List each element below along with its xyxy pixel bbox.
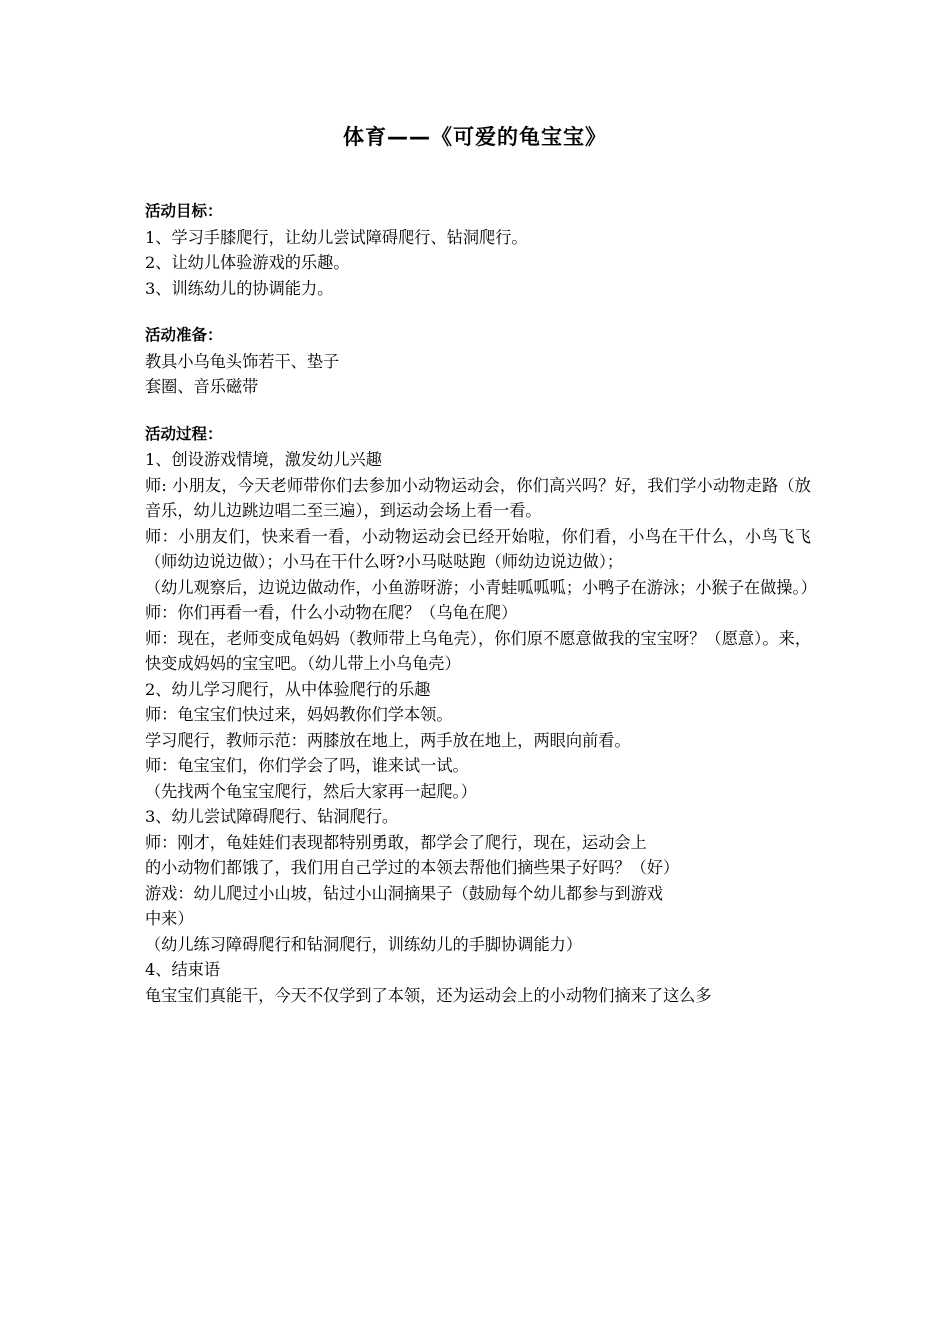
goals-heading: 活动目标： xyxy=(145,202,223,220)
document-title: 体育——《可爱的龟宝宝》 xyxy=(343,125,607,149)
process-paragraph: （先找两个龟宝宝爬行，然后大家再一起爬。） xyxy=(145,781,477,801)
process-paragraph: 中来） xyxy=(145,909,194,928)
process-paragraph: （幼儿练习障碍爬行和钻洞爬行，训练幼儿的手脚协调能力） xyxy=(145,934,583,954)
process-paragraph: 师：现在，老师变成龟妈妈（教师带上乌龟壳），你们原不愿意做我的宝宝呀？（愿意）。来，快变成妈妈的宝宝吧。（幼儿带上小乌龟壳） xyxy=(145,628,811,673)
process-paragraph: 师: 小朋友，今天老师带你们去参加小动物运动会，你们高兴吗？好，我们学小动物走路（放音乐，幼儿边跳边唱二至三遍），到运动会场上看一看。 xyxy=(145,475,811,520)
preparation-section xyxy=(145,323,811,400)
process-heading: 活动过程： xyxy=(145,424,223,443)
process-step-heading: 2、幼儿学习爬行，从中体验爬行的乐趣 xyxy=(145,679,431,699)
process-paragraph: 的小动物们都饿了，我们用自己学过的本领去帮他们摘些果子好吗？（好） xyxy=(145,858,680,877)
goal-item: 3、训练幼儿的协调能力。 xyxy=(145,278,334,298)
process-step-heading: 1、创设游戏情境，激发幼儿兴趣 xyxy=(145,450,382,469)
preparation-heading: 活动准备： xyxy=(145,326,223,344)
process-paragraph: 师：龟宝宝们，你们学会了吗，谁来试一试。 xyxy=(145,756,469,775)
goal-item: 1、学习手膝爬行，让幼儿尝试障碍爬行、钻洞爬行。 xyxy=(145,227,528,247)
goal-item: 2、让幼儿体验游戏的乐趣。 xyxy=(145,253,350,272)
process-paragraph: 龟宝宝们真能干，今天不仅学到了本领，还为运动会上的小动物们摘来了这么多 xyxy=(145,985,712,1005)
preparation-item: 教具小乌龟头饰若干、垫子 xyxy=(145,351,340,371)
process-step-heading: 4、结束语 xyxy=(145,960,221,979)
process-paragraph: 师：龟宝宝们快过来，妈妈教你们学本领。 xyxy=(145,705,453,724)
process-paragraph: 师：小朋友们，快来看一看，小动物运动会已经开始啦，你们看，小鸟在干什么，小鸟飞飞（师幼边说边做）；小马在干什么呀?小马哒哒跑（师幼边说边做）； xyxy=(145,526,811,571)
process-paragraph: （幼儿观察后，边说边做动作，小鱼游呀游；小青蛙呱呱呱；小鸭子在游泳；小猴子在做操。） xyxy=(145,577,817,597)
process-paragraph: 师：你们再看一看，什么小动物在爬？（乌龟在爬） xyxy=(145,603,518,622)
process-section xyxy=(145,422,817,1009)
process-step-heading: 3、幼儿尝试障碍爬行、钻洞爬行。 xyxy=(145,807,399,826)
process-paragraph: 学习爬行，教师示范：两膝放在地上，两手放在地上，两眼向前看。 xyxy=(145,730,631,750)
section-spacer xyxy=(145,400,811,422)
process-paragraph: 游戏：幼儿爬过小山坡，钻过小山洞摘果子（鼓励每个幼儿都参与到游戏 xyxy=(145,883,663,903)
preparation-item: 套圈、音乐磁带 xyxy=(145,377,259,396)
process-paragraph: 师：刚才，龟娃娃们表现都特别勇敢，都学会了爬行，现在，运动会上 xyxy=(145,832,647,852)
goals-section xyxy=(145,199,811,301)
section-spacer xyxy=(145,301,811,323)
document-body xyxy=(145,199,817,1008)
